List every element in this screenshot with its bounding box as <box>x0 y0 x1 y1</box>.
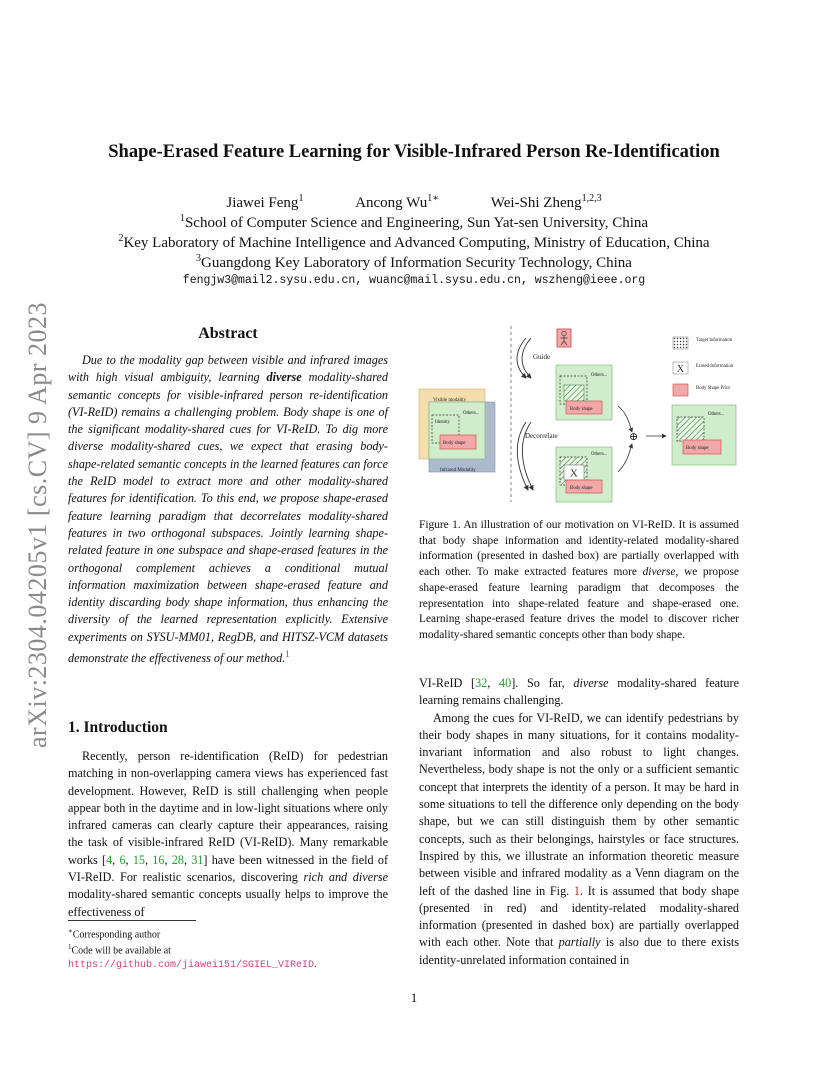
citation-link[interactable]: 16 <box>152 852 165 867</box>
svg-text:Target Information: Target Information <box>696 338 733 343</box>
figure-legend <box>673 337 734 396</box>
figure-caption: Figure 1. An illustration of our motivation on VI-ReID. It is assumed that body shape information and identity-related modality-shared information (presented in dashed box) are partially overlapped with each other. To make extracted features more diverse, we propose shape-erased feature learning paradigm that decomposes the representation into shape-related feature and shape-erased one. Learning shape-erased feature drives the model to discover richer modality-shared semantic concepts other than body shape. <box>419 519 739 641</box>
footnote-corresponding: ∗Corresponding author <box>68 927 161 941</box>
arxiv-sidebar <box>8 290 68 760</box>
citation-link[interactable]: 6 <box>119 852 126 867</box>
svg-text:Body Shape Prior: Body Shape Prior <box>696 386 731 391</box>
author-emails: fengjw3@mail2.sysu.edu.cn, wuanc@mail.sysu.edu.cn, wszheng@ieee.org <box>182 274 646 287</box>
svg-text:Others...: Others... <box>591 373 608 378</box>
footnote-link[interactable]: 1 <box>285 649 290 660</box>
erased-information-icon: X <box>676 364 685 375</box>
author: Jiawei Feng$^1$ <box>226 193 304 211</box>
affiliation: $^1$School of Computer Science and Engineering, Sun Yat-sen University, China <box>179 213 649 231</box>
motivation-figure <box>418 322 740 507</box>
paragraph: VI-ReID [32, 40]. So far, diverse modality-shared feature learning remains challenging. <box>419 676 739 708</box>
svg-text:Erased Information: Erased Information <box>696 364 734 369</box>
citation-link[interactable]: 15 <box>132 852 146 867</box>
figure-reference-link[interactable]: 1 <box>573 883 580 898</box>
target-information-icon <box>673 337 688 349</box>
section-heading-introduction: 1. Introduction <box>68 719 168 736</box>
citation-link[interactable]: 31 <box>191 852 204 867</box>
svg-text:Body shape: Body shape <box>686 446 709 451</box>
citation-link[interactable]: 4 <box>106 852 113 867</box>
person-icon <box>557 329 571 347</box>
guide-label: Guide <box>533 353 551 361</box>
author-list <box>0 193 828 212</box>
svg-text:Others...: Others... <box>708 412 725 417</box>
infrared-modality-label: Infrared Modality <box>440 468 476 473</box>
erased-icon: X <box>570 467 578 480</box>
merge-arrow-top <box>618 406 632 432</box>
arxiv-identifier: arXiv:2304.04205v1 [cs.CV] 9 Apr 2023 <box>23 301 52 749</box>
decorrelate-label: Decorrelate <box>525 432 558 440</box>
oplus-icon: ⊕ <box>629 431 639 443</box>
svg-text:Body shape: Body shape <box>570 486 593 491</box>
abstract-heading: Abstract <box>198 325 258 342</box>
paper-title: Shape-Erased Feature Learning for Visible-Infrared Person Re-Identification <box>108 142 720 162</box>
merge-arrow-bottom <box>618 444 632 472</box>
page-number: 1 <box>410 990 418 1005</box>
abstract-text: Due to the modality gap between visible and infrared images with high visual ambiguity, learning diverse modality-shared semantic concepts for visible-infrared person re-identification (VI-ReID) remains a challenging problem. Body shape is one of the significant modality-shared cues for VI-ReID. To dig more diverse modality-shared cues, we expect that erasing body-shape-related semantic concepts in the learned features can force the ReID model to extract more and other modality-shared features for identification. To this end, we propose shape-erased feature learning paradigm that decorrelates modality-shared features in two orthogonal subspaces. Jointly learning shape-related feature in one subspace and shape-erased features in the orthogonal complement achieves a conditional mutual information maximization between shape-erased feature and identity discarding body shape information, thus enhancing the diversity of the learned representation explicitly. Extensive experiments on SYSU-MM01, RegDB, and HITSZ-VCM datasets demonstrate the effectiveness of our method.$^1$ <box>68 353 388 666</box>
svg-text:Others...: Others... <box>591 452 608 457</box>
author: Ancong $Wu^{1∗}$ <box>355 193 440 211</box>
citation-link[interactable]: 40 <box>499 676 512 690</box>
body-shape-label: Body shape <box>443 441 466 446</box>
target-information-region <box>564 385 584 401</box>
footnotes <box>68 925 398 972</box>
code-url-link[interactable]: https://github.com/jiawei151/SGIEL_VIReID <box>68 959 315 971</box>
body-shape-prior-icon <box>673 384 688 396</box>
right-column-text <box>419 675 739 969</box>
others-label: Others... <box>463 411 480 416</box>
footnote-divider <box>68 920 196 921</box>
paragraph: Among the cues for VI-ReID, we can identify pedestrians by their body shapes in many situations, for it contains modality-invariant information and also robust to light changes. Nevertheless, body shape is not the only or a sufficient semantic concept that interprets the identity of a person. It may be hard in some situations to tell the difference only depending on the body shape, but we can still distinguish them by other semantic concepts, such as their belongings, hairstyles or face structures. Inspired by this, we illustrate an information theoretic measure between visible and infrared modality as a Venn diagram on the left of the dashed line in Fig. 1. It is assumed that body shape (presented in red) and identity-related modality-shared information (presented in dashed box) are partially overlapped with each other. Note that partially is also due to there exists identity-unrelated information contained in <box>419 710 740 967</box>
author: Wei-Shi Zheng$^{1,2,3}$ <box>490 193 602 211</box>
affiliation: $^2$Key Laboratory of Machine Intelligence and Advanced Computing, Ministry of Education, China <box>118 233 710 251</box>
identity-label: Identity <box>435 420 450 425</box>
svg-text:Body shape: Body shape <box>570 407 593 412</box>
visible-modality-label: Visible modality <box>433 398 467 403</box>
guide-arrow-icon <box>517 338 531 378</box>
footnote-code: $^1$Code will be available at https://github.com/jiawei151/SGIEL_VIReID. <box>68 943 317 971</box>
affiliation: $^3$Guangdong Key Laboratory of Information Security Technology, China <box>196 253 632 271</box>
citation-link[interactable]: 28 <box>171 852 184 867</box>
introduction-text: Recently, person re-identification (ReID) for pedestrian matching in non-overlapping camera views has experienced fast development. However, ReID is still challenging when people appear both in the daytime and in low-light situations where only infrared cameras can clearly capture their appearances, raising the task of visible-infrared ReID (VI-ReID). Many remarkable works [4, 6, 15, 16, 28, 31] have been witnessed in the field of VI-ReID. For realistic scenarios, discovering rich and diverse modality-shared semantic concepts usually helps to improve the effectiveness of <box>68 749 389 919</box>
citation-link[interactable]: 32 <box>475 676 488 690</box>
